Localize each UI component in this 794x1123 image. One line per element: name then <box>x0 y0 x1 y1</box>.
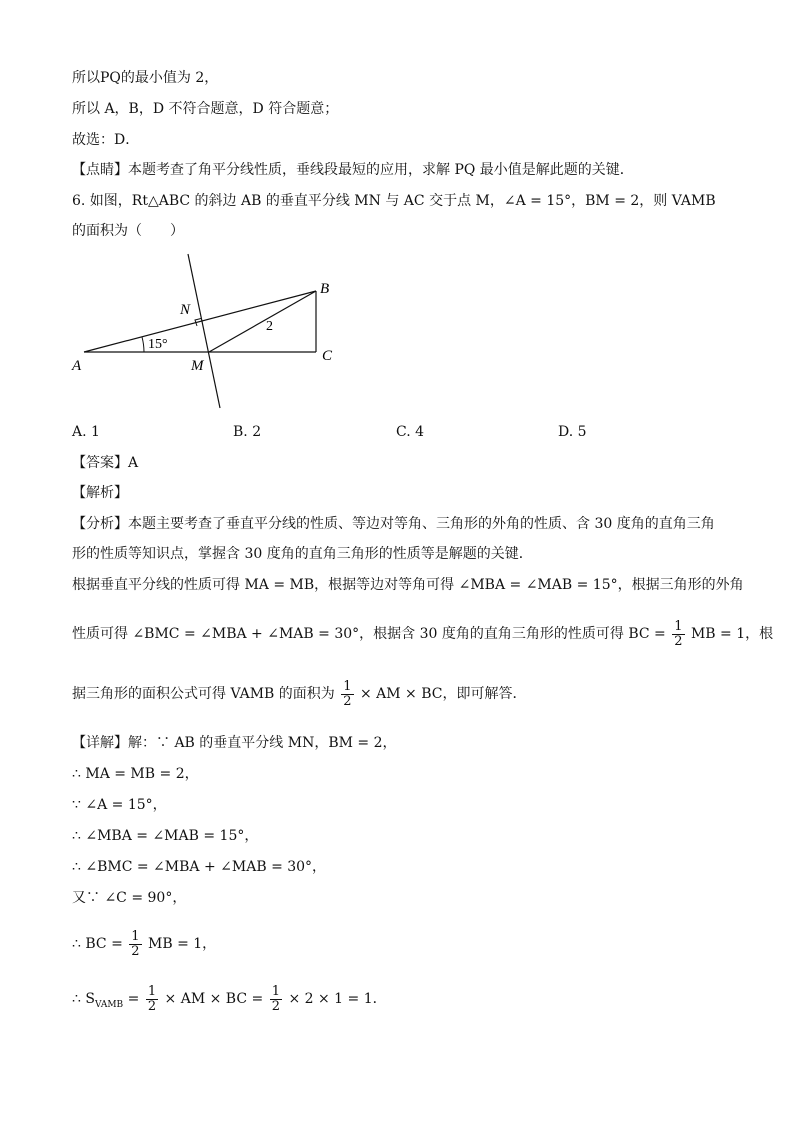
text-segment: ∴ BC = <box>72 936 123 953</box>
label-a: A <box>72 358 82 374</box>
analysis-text <box>72 680 527 708</box>
solution-step: 又∵ ∠C = 90°， <box>72 890 187 906</box>
fraction-denominator: 2 <box>343 693 352 709</box>
label-m: M <box>191 358 204 374</box>
segment-ab <box>84 291 316 352</box>
text-segment: = <box>127 991 140 1008</box>
solution-step <box>72 930 216 958</box>
fraction-numerator: 1 <box>147 984 157 999</box>
text-line: 【点睛】本题考查了角平分线性质，垂线段最短的应用，求解 PQ 最小值是解此题的关键． <box>72 162 634 178</box>
label-b: B <box>320 281 330 297</box>
solution-heading: 【详解】解：∵ AB 的垂直平分线 MN，BM = 2， <box>72 735 397 751</box>
text-line: 故选：D． <box>72 132 140 148</box>
text-segment: 据三角形的面积公式可得 VAMB 的面积为 <box>72 686 335 703</box>
label-bm-length: 2 <box>266 319 273 334</box>
fraction-half <box>146 985 158 1013</box>
fraction-half <box>270 985 282 1013</box>
analysis-text: 【分析】本题主要考查了垂直平分线的性质、等边对等角、三角形的外角的性质、含 30 度角的直角三角 <box>72 516 715 532</box>
fraction-numerator: 1 <box>674 619 683 634</box>
analysis-text <box>72 620 773 648</box>
analysis-text: 形的性质等知识点，掌握含 30 度角的直角三角形的性质等是解题的关键． <box>72 546 533 562</box>
solution-step: ∵ ∠A = 15°， <box>72 797 167 813</box>
question-6-stem: 的面积为（ ） <box>72 223 184 239</box>
fraction-denominator: 2 <box>131 943 140 959</box>
subscript: VAMB <box>94 1000 124 1011</box>
option-b: B. 2 <box>233 424 262 440</box>
solution-step: ∴ ∠BMC = ∠MBA + ∠MAB = 30°， <box>72 859 327 875</box>
analysis-heading: 【解析】 <box>72 485 128 501</box>
triangle-figure <box>70 248 370 418</box>
fraction-numerator: 1 <box>131 929 140 944</box>
text-segment: MB = 1， <box>148 936 217 953</box>
solution-step <box>72 985 387 1013</box>
text-segment: ∴ S <box>72 991 95 1008</box>
segment-bm <box>209 291 316 352</box>
answer-line: 【答案】A <box>72 455 139 471</box>
text-segment: × AM × BC = <box>164 991 264 1008</box>
text-segment: × 2 × 1 = 1． <box>288 991 387 1008</box>
fraction-denominator: 2 <box>674 633 683 649</box>
fraction-numerator: 1 <box>343 679 352 694</box>
fraction-denominator: 2 <box>271 998 280 1014</box>
text-segment: × AM × BC，即可解答． <box>359 686 527 703</box>
text-line: 所以 A，B，D 不符合题意，D 符合题意； <box>72 101 339 117</box>
option-d: D. 5 <box>558 424 587 440</box>
label-angle-a: 15° <box>148 337 168 352</box>
label-c: C <box>322 348 333 364</box>
fraction-half <box>672 620 684 648</box>
fraction-half <box>129 930 141 958</box>
solution-step: ∴ MA = MB = 2， <box>72 766 199 782</box>
fraction-numerator: 1 <box>271 984 280 999</box>
line-mn <box>188 254 220 408</box>
text-segment: 性质可得 ∠BMC = ∠MBA + ∠MAB = 30°，根据含 30 度角的直角三角形的性质可得 BC = <box>72 626 666 643</box>
option-c: C. 4 <box>396 424 425 440</box>
label-n: N <box>180 302 191 318</box>
analysis-text: 根据垂直平分线的性质可得 MA = MB，根据等边对等角可得 ∠MBA = ∠MAB = 15°，根据三角形的外角 <box>72 577 744 593</box>
angle-arc-a <box>142 337 144 352</box>
text-segment: MB = 1，根 <box>690 626 774 643</box>
fraction-denominator: 2 <box>147 998 157 1014</box>
solution-step: ∴ ∠MBA = ∠MAB = 15°， <box>72 828 259 844</box>
fraction-half <box>341 680 353 708</box>
question-6-stem: 6. 如图，Rt△ABC 的斜边 AB 的垂直平分线 MN 与 AC 交于点 M，∠A = 15°，BM = 2，则 VAMB <box>72 193 716 209</box>
text-line: 所以PQ的最小值为 2， <box>72 70 219 86</box>
option-a: A. 1 <box>72 424 100 440</box>
